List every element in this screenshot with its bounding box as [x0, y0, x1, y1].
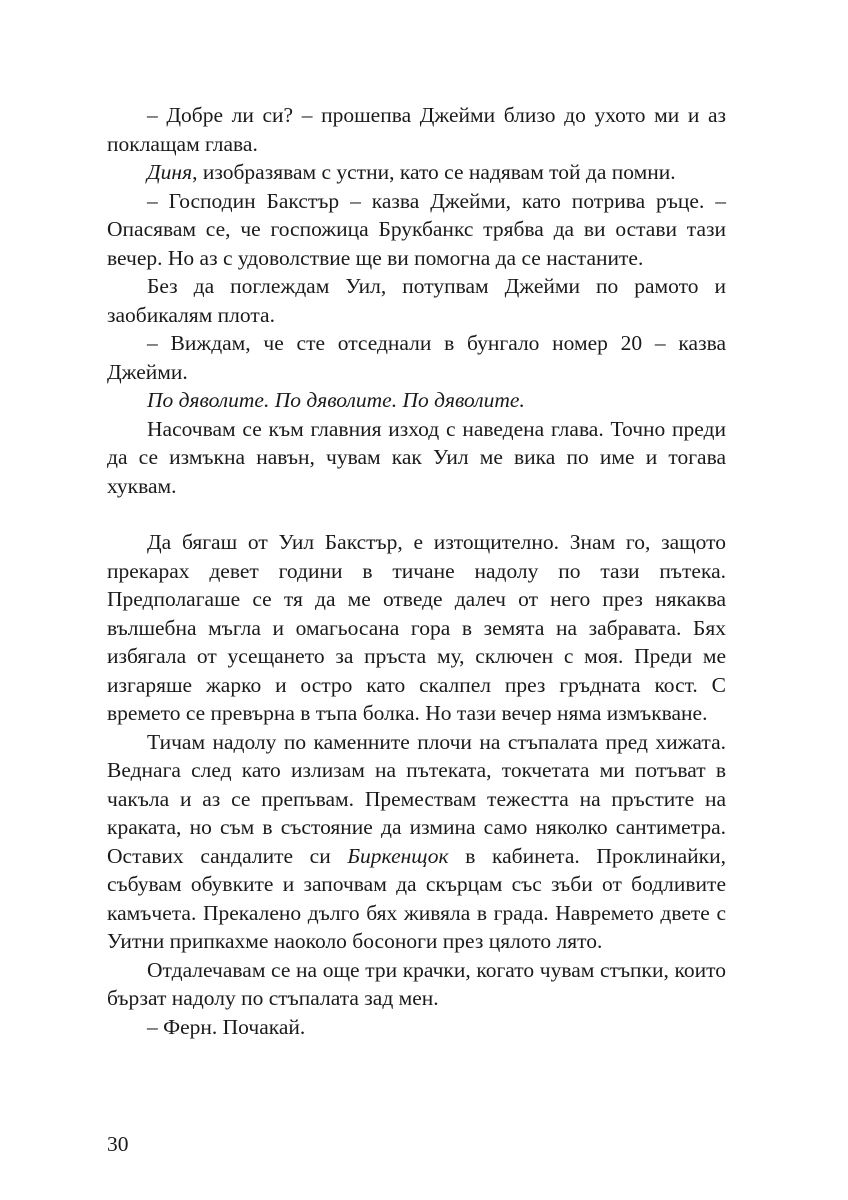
paragraph: Насочвам се към главния изход с наведена глава. Точно преди да се измъкна навън, чувам как Уил ме вика по име и тогава хуквам. — [107, 416, 726, 498]
paragraph: – Виждам, че сте отседнали в бунгало номер 20 – казва Джейми. — [107, 331, 726, 384]
italic-word: Диня — [147, 160, 193, 184]
paragraph: Отдалечавам се на още три крачки, когато чувам стъпки, които бързат надолу по стъпалата зад мен. — [107, 957, 726, 1010]
paragraph — [107, 158, 726, 187]
paragraph-text: , изобразявам с устни, като се надявам той да помни. — [192, 160, 676, 184]
paragraph — [107, 728, 726, 956]
paragraph: – Добре ли си? – прошепва Джейми близо до ухото ми и аз поклащам глава. — [107, 103, 726, 156]
paragraph: – Ферн. Почакай. — [147, 1014, 306, 1039]
paragraph: Без да поглеждам Уил, потупвам Джейми по рамото и заобикалям плота. — [107, 274, 726, 327]
paragraph: Да бягаш от Уил Бакстър, е изтощително. Знам го, защото прекарах девет години в тичане надолу по тази пътека. Предполагаше се тя да ме отведе далеч от него през някаква вълшебна мъгла и омагьосана гора в земята на забравата. Бях избягала от усещането за пръста му, сключен с моя. Преди ме изгаряше жарко и остро като скалпел през гръдната кост. С времето се превърна в тъпа болка. Но тази вечер няма измъкване. — [107, 530, 726, 725]
page-number: 30 — [107, 1132, 129, 1156]
italic-line: По дяволите. По дяволите. По дяволите. — [147, 388, 525, 412]
paragraph — [107, 386, 726, 415]
paragraph-text: Тичам надолу по каменните плочи на стъпалата пред хижата. Веднага след като излизам на пътеката, токчетата ми потъват в чакъла и аз се препъвам. Премествам тежестта на пръстите на краката, но съм в състояние да измина само няколко сантиметра. Оставих сандалите си — [107, 729, 726, 868]
paragraph-text: в кабинета. Проклинайки, събувам обувките и започвам да скърцам със зъби от бодливите камъчета. Прекалено дълго бях живяла в града. Навремето двете с Уитни припкахме наоколо босоноги през цялото лято. — [107, 843, 726, 953]
section-break — [107, 500, 726, 528]
italic-word: Биркенщок — [347, 843, 449, 868]
page-body — [107, 101, 726, 1041]
paragraph: – Господин Бакстър – казва Джейми, като потрива ръце. – Опасявам се, че госпожица Брукбанкс трябва да ви остави тази вечер. Но аз с удоволствие ще ви помогна да се настаните. — [107, 188, 726, 270]
